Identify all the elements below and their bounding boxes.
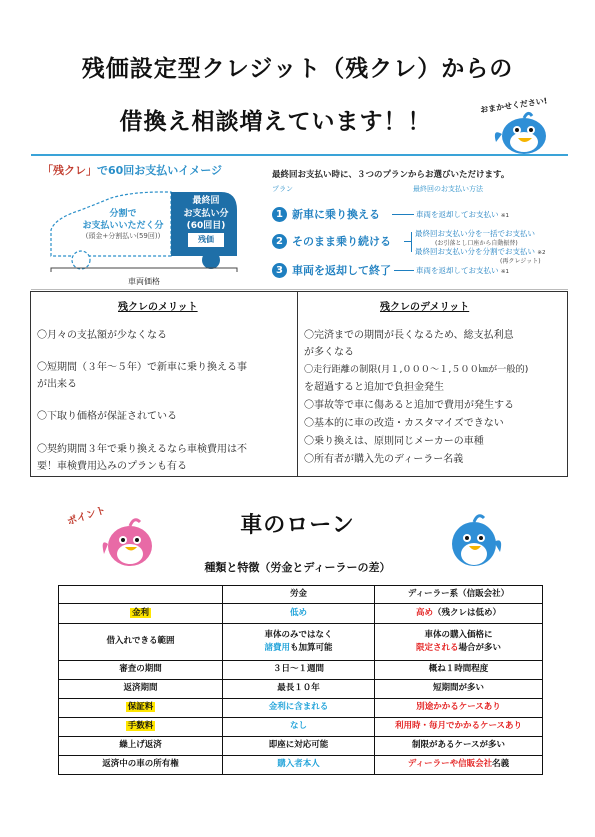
plan-3 — [272, 261, 391, 279]
rokin-cell: 低め — [223, 604, 375, 624]
rokin-cell: 購入者本人 — [223, 756, 375, 775]
residual-value-tag: 残価 — [188, 233, 224, 247]
rokin-cell: 最長１０年 — [223, 680, 375, 699]
rokin-cell: 金利に含まれる — [223, 699, 375, 718]
demerit-item: 〇乗り換えは、原則同じメーカーの車種 — [304, 436, 484, 447]
merit-item: 〇短期間（３年〜５年）で新車に乗り換える事 — [37, 362, 247, 373]
bird-mascot-icon — [488, 108, 558, 156]
dealer-cell: 短期間が多い — [375, 680, 543, 699]
speech-bubble: おまかせください! — [479, 96, 548, 115]
plan-desc-3: 車両を返却してお支払い ※1 — [416, 266, 509, 275]
dealer-cell: 高め（残クレは低め） — [375, 604, 543, 624]
merit-item: が出来る — [37, 379, 77, 390]
plan-number-3: 3 — [272, 263, 287, 278]
row-label: 繰上げ返済 — [59, 737, 223, 756]
demerit-item: が多くなる — [304, 347, 354, 358]
table-row — [59, 624, 543, 661]
row-label: 返済期間 — [59, 680, 223, 699]
plan-label-1: 新車に乗り換える — [292, 208, 380, 221]
table-row — [59, 756, 543, 775]
plan-note-2a: (お引落とし口座から自動振替) — [435, 240, 518, 247]
loan-comparison-table — [58, 585, 543, 775]
dealer-cell: 別途かかるケースあり — [375, 699, 543, 718]
final-payment-label: 最終回 お支払い分 (60回目) — [183, 196, 229, 232]
dealer-cell: ディーラーや信販会社名義 — [375, 756, 543, 775]
merit-item: 〇下取り価格が保証されている — [37, 411, 177, 422]
demerit-item: 〇基本的に車の改造・カスタマイズできない — [304, 418, 504, 429]
header-rokin: 労金 — [223, 586, 375, 604]
plan-1 — [272, 205, 380, 223]
table-header-row — [59, 586, 543, 604]
table-row — [59, 604, 543, 624]
row-label: 借入れできる範囲 — [59, 624, 223, 661]
table-row — [59, 661, 543, 680]
vehicle-price-label: 車両価格 — [128, 277, 160, 286]
point-tag: ポイント — [65, 504, 108, 528]
image-title: 「残クレ」で60回お支払いイメージ — [42, 164, 222, 177]
demerits-heading: 残クレのデメリット — [380, 302, 470, 313]
plan-desc-1: 車両を返却してお支払い ※1 — [416, 210, 509, 219]
header-empty — [59, 586, 223, 604]
dealer-cell: 制限があるケースが多い — [375, 737, 543, 756]
plan-note-2b: (再クレジット) — [500, 258, 541, 265]
row-label: 金利 — [59, 604, 223, 624]
plan-label-2: そのまま乗り続ける — [292, 235, 391, 248]
plan-label-3: 車両を返却して終了 — [292, 264, 391, 277]
plan-branch-2 — [411, 232, 412, 252]
plan-connector-3 — [394, 270, 414, 271]
rokin-cell: なし — [223, 718, 375, 737]
method-column-header: 最終回のお支払い方法 — [413, 185, 483, 193]
merit-item: 要！車検費用込みのプランも有る — [37, 461, 187, 472]
installment-label: 分割で お支払いいただく分 (頭金+分割払い(59回)) — [82, 209, 164, 241]
plan-connector-1 — [392, 214, 414, 215]
table-row — [59, 699, 543, 718]
rokin-cell: ３日〜１週間 — [223, 661, 375, 680]
row-label: 返済中の車の所有権 — [59, 756, 223, 775]
headline-line2: 借換え相談増えています！！ — [119, 109, 432, 135]
table-row — [59, 718, 543, 737]
plan-desc-2b: 最終回お支払い分を分割でお支払い ※2 — [415, 247, 546, 256]
demerit-item: 〇完済までの期間が長くなるため、総支払利息 — [304, 330, 514, 341]
plan-column-header: プラン — [272, 185, 293, 193]
row-label: 手数料 — [59, 718, 223, 737]
rokin-cell: 即座に対応可能 — [223, 737, 375, 756]
dealer-cell: 概ね１時間程度 — [375, 661, 543, 680]
merit-item: 〇契約期間３年で乗り換えるなら車検費用は不 — [37, 444, 247, 455]
rokin-cell: 車体のみではなく 諸費用も加算可能 — [223, 624, 375, 661]
demerit-item: を超過すると追加で負担金発生 — [304, 382, 444, 393]
dealer-cell: 車体の購入価格に 限定される場合が多い — [375, 624, 543, 661]
demerit-item: 〇所有者が購入先のディーラー名義 — [304, 454, 464, 465]
plan-number-2: 2 — [272, 234, 287, 249]
merit-demerit-divider — [297, 291, 298, 477]
table-row — [59, 737, 543, 756]
loan-subtitle: 種類と特徴（労金とディーラーの差） — [204, 561, 391, 574]
headline-line1: 残価設定型クレジット（残クレ）からの — [81, 56, 514, 82]
merit-item: 〇月々の支払額が少なくなる — [37, 330, 167, 341]
table-row — [59, 680, 543, 699]
row-label: 審査の期間 — [59, 661, 223, 680]
row-label: 保証料 — [59, 699, 223, 718]
plan-intro: 最終回お支払い時に、３つのプランからお選びいただけます。 — [272, 170, 510, 180]
plan-2 — [272, 232, 391, 250]
dealer-cell: 利用時・毎月でかかるケースあり — [375, 718, 543, 737]
demerit-item: 〇事故等で車に傷あると追加で費用が発生する — [304, 400, 514, 411]
plan-desc-2a: 最終回お支払い分を一括でお支払い — [415, 229, 535, 238]
plan-number-1: 1 — [272, 207, 287, 222]
loan-section-title: 車のローン — [240, 513, 355, 538]
header-dealer: ディーラー系（信販会社） — [375, 586, 543, 604]
merits-heading: 残クレのメリット — [118, 302, 198, 313]
demerit-item: 〇走行距離の制限(月１,０００〜１,５００㎞が一般的) — [304, 364, 529, 375]
